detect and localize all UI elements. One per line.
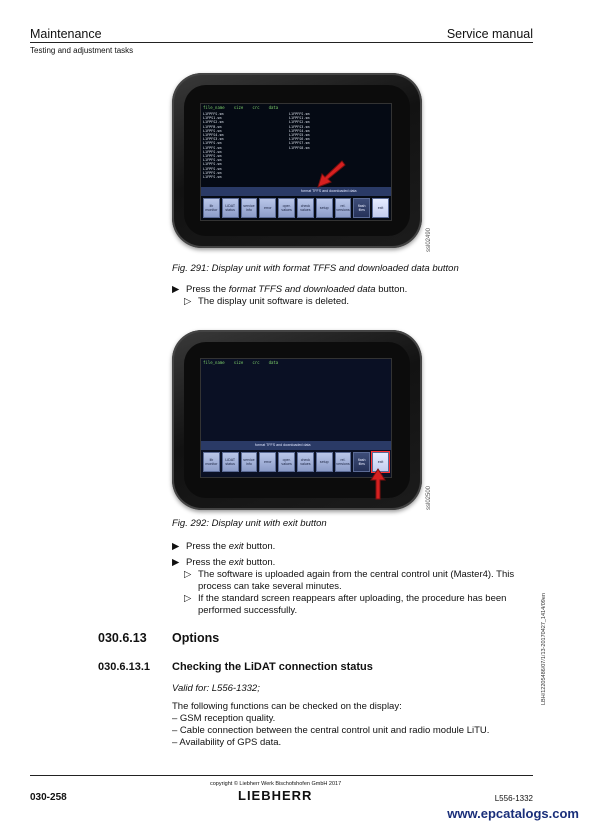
screen-button-row: [201, 452, 391, 472]
oper-values-button[interactable]: oper. values: [278, 198, 295, 218]
step-marker-icon: ▶: [172, 557, 180, 568]
footer-divider: [30, 775, 533, 776]
functions-list: [172, 713, 532, 749]
display-screen-1: [200, 103, 392, 221]
screen-column-headers: file_name size crc data: [203, 105, 279, 110]
error-button[interactable]: error: [259, 452, 276, 472]
copyright-text: copyright © Liebherr Werk Bischofshofen GmbH 2017: [210, 781, 342, 787]
error-button[interactable]: error: [259, 198, 276, 218]
rel-versions-button[interactable]: rel. versions: [335, 452, 352, 472]
service-info-button[interactable]: service info: [241, 452, 258, 472]
list-item: – Availability of GPS data.: [172, 737, 282, 748]
lib-monitor-button[interactable]: lib monitor: [203, 452, 220, 472]
red-arrow-icon: [310, 159, 346, 191]
check-values-button[interactable]: check values: [297, 198, 314, 218]
file-list-left: L1FPFFS.sm L1FPS1.sm L1FPFS2.sm L1FPFB.sm L1FPFS.sm L1FPFS4.sm L1FPFS3.sm L1FPFS.sm L1FPFS.sm L1FPFS.sm L1FPFS.sm L1FPFS.sm L1FPFS.sm L1FPFS.sm L1FPFS.sm L1FPFS.sm: [203, 112, 224, 180]
file-list-right: L1FPFFS.sm L1FPFS1.sm L1FPFS2.sm L1FPFS3.sm L1FPFS4.sm L1FPFS5.sm L1FPFS6.sm L1FPFS7.sm L1FPFS8.sm: [289, 112, 310, 150]
lidat-status-button[interactable]: LiDAT status: [222, 198, 239, 218]
lidat-status-button[interactable]: LiDAT status: [222, 452, 239, 472]
step-format-tffs: ▶ Press the format TFFS and downloaded data button.: [172, 284, 408, 295]
step-marker-icon: ▶: [172, 284, 180, 295]
functions-intro: The following functions can be checked on the display:: [172, 701, 402, 712]
result-software-deleted: ▷ The display unit software is deleted.: [184, 296, 350, 307]
figure-1-code: ssl02490: [426, 227, 432, 252]
exit-button[interactable]: exit: [372, 198, 389, 218]
document-code: LBH/12205486/07/1/13-20170427_1414/09en: [541, 593, 547, 705]
section-number: 030.6.13: [98, 631, 147, 645]
lib-monitor-button[interactable]: lib monitor: [203, 198, 220, 218]
result-marker-icon: ▷: [184, 296, 192, 307]
section-title: Options: [172, 631, 220, 645]
valid-for-note: Valid for: L556-1332;: [172, 683, 260, 694]
display-unit-photo-2: [172, 330, 422, 510]
list-item: – Cable connection between the central control unit and radio module LiTU.: [172, 725, 490, 736]
setup-button[interactable]: setup: [316, 452, 333, 472]
liebherr-logo: LIEBHERR: [238, 788, 313, 803]
header-subtitle: Testing and adjustment tasks: [30, 46, 134, 55]
figure-2-caption: Fig. 292: Display unit with exit button: [172, 518, 327, 529]
service-info-button[interactable]: service info: [241, 198, 258, 218]
flash-files-button[interactable]: flash files: [353, 452, 370, 472]
step-marker-icon: ▶: [172, 541, 180, 552]
subsection-number: 030.6.13.1: [98, 661, 150, 673]
list-item: – GSM reception quality.: [172, 713, 276, 724]
exit-button[interactable]: exit: [372, 452, 389, 472]
result-marker-icon: ▷: [184, 569, 192, 580]
oper-values-button[interactable]: oper. values: [278, 452, 295, 472]
header-divider: [30, 42, 533, 43]
figure-1-caption: Fig. 291: Display unit with format TFFS and downloaded data button: [172, 263, 459, 274]
header-section-title: Maintenance: [30, 27, 102, 41]
page-number: 030-258: [30, 792, 67, 803]
screen-button-row: [201, 198, 391, 218]
red-arrow-icon: [370, 468, 386, 500]
screen-column-headers: file_name size crc data: [203, 360, 279, 365]
format-tffs-label: format TFFS and downloaded data: [255, 443, 311, 447]
display-screen-2: [200, 358, 392, 478]
display-unit-photo-1: [172, 73, 422, 248]
format-tffs-label: format TFFS and downloaded data: [301, 189, 357, 193]
screen-status-bar: [201, 187, 391, 196]
rel-versions-button[interactable]: rel. versions: [335, 198, 352, 218]
model-number: L556-1332: [494, 794, 533, 803]
result-marker-icon: ▷: [184, 593, 192, 604]
step-press-exit-1: ▶ Press the exit button.: [172, 541, 276, 552]
figure-2-code: ssl02500: [426, 485, 432, 510]
subsection-title: Checking the LiDAT connection status: [172, 661, 373, 673]
website-watermark[interactable]: www.epcatalogs.com: [447, 806, 579, 821]
step-press-exit-2: ▶ Press the exit button.: [172, 557, 276, 568]
setup-button[interactable]: setup: [316, 198, 333, 218]
header-manual-title: Service manual: [446, 27, 533, 41]
result-software-uploaded: ▷ The software is uploaded again from the central control unit (Master4). This process can take several minutes.: [184, 569, 515, 592]
result-standard-screen: ▷ If the standard screen reappears after uploading, the procedure has been performed successfully.: [184, 593, 507, 616]
flash-files-button[interactable]: flash files: [353, 198, 370, 218]
check-values-button[interactable]: check values: [297, 452, 314, 472]
